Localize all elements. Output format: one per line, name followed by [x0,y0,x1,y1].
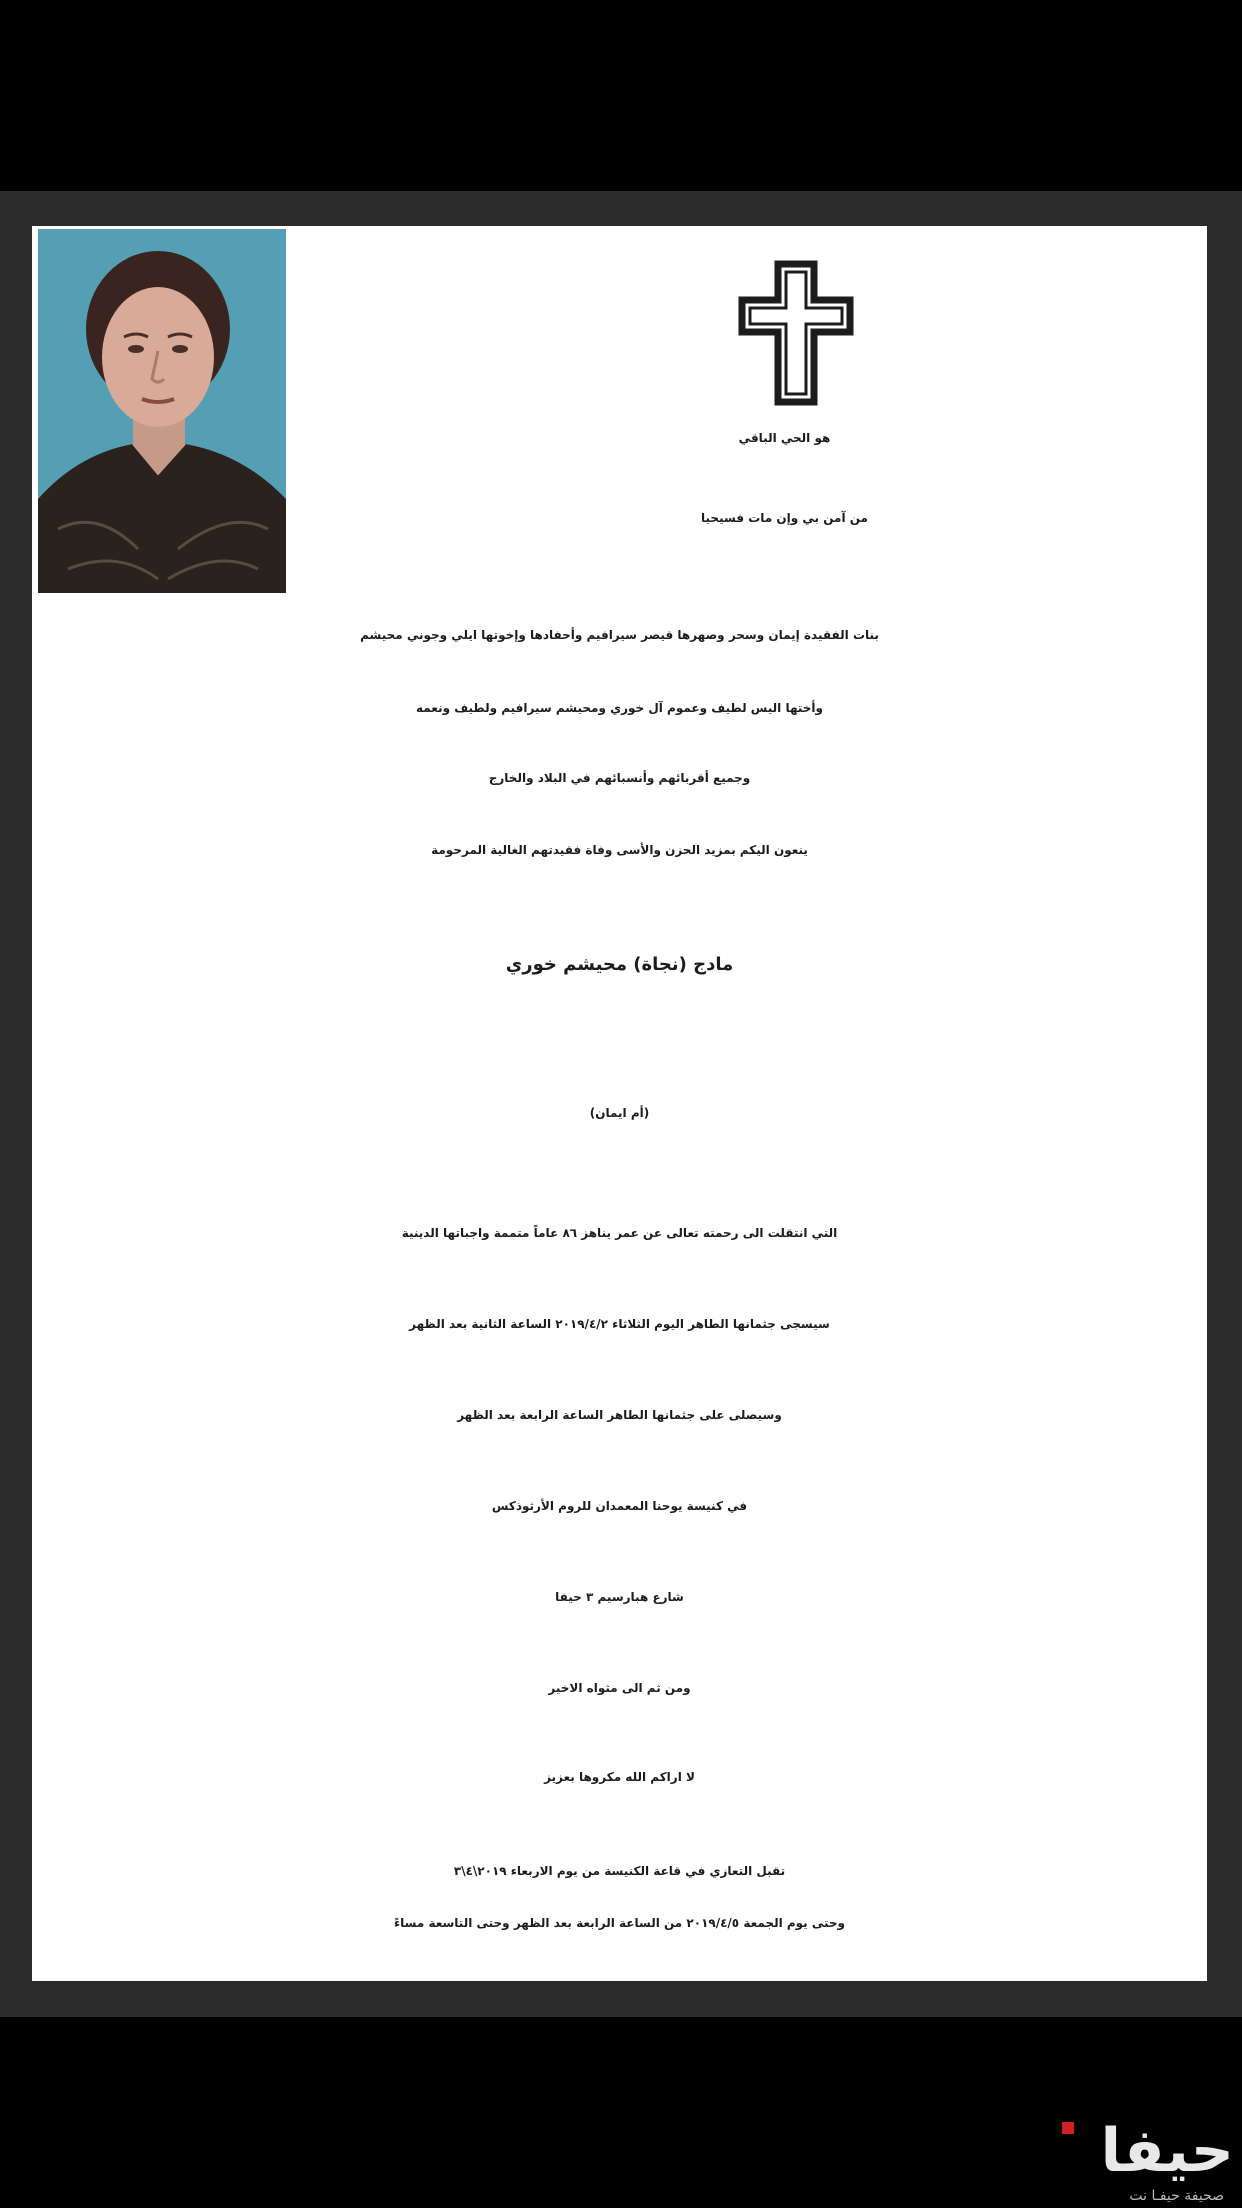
street-line: شارع هبارسيم ٣ حيفا [555,1590,684,1604]
notice-frame [0,191,1242,2017]
age-line: التي انتقلت الى رحمته تعالى عن عمر يناهز ٨٦ عاماً متممة واجباتها الدينية [401,1226,838,1240]
header-title: هو الحي الباقي [738,431,831,445]
deceased-name: مادج (نجاة) محيشم خوري [505,954,734,975]
prayer-line: وسيصلى على جثمانها الطاهر الساعة الرابعة بعد الظهر [457,1408,782,1422]
procession-line: سيسجى جثمانها الطاهر اليوم الثلاثاء ٢٠١٩/٤/٢ الساعة الثانية بعد الظهر [409,1317,830,1331]
family-line-2: وأختها اليس لطيف وعموم آل خوري ومحيشم سيرافيم ولطيف ونعمه [415,701,824,715]
condolences-line-2: وحتى يوم الجمعة ٢٠١٩/٤/٥ من الساعة الرابعة بعد الظهر وحتى التاسعة مساءً [393,1916,846,1930]
cross-icon [738,260,854,406]
blessing-line: لا اراكم الله مكروها بعزيز [544,1770,695,1784]
watermark-logo [1034,2116,1234,2206]
deceased-nickname: (أم ايمان) [589,1106,650,1120]
logo-accent-mark [1062,2122,1074,2134]
announcement-line: ينعون اليكم بمزيد الحزن والأسى وفاة فقيدتهم الغالية المرحومة [431,843,808,857]
family-line-3: وجميع أقربائهم وأنسبائهم في البلاد والخارج [488,771,751,785]
burial-line: ومن ثم الى مثواه الاخير [548,1681,691,1695]
deceased-portrait-photo [38,229,286,593]
portrait-image [38,229,286,593]
family-line-1: بنات الفقيدة إيمان وسحر وصهرها قيصر سيرافيم وأحفادها وإخوتها ايلي وجوني محيشم [360,628,879,642]
church-line: في كنيسة يوحنا المعمدان للروم الأرثوذكس [491,1499,748,1513]
condolences-line-1: تقبل التعازي في قاعة الكنيسة من يوم الاربعاء ٢٠١٩\٤\٣ [453,1864,786,1878]
logo-text: حيفا [1100,2116,1234,2186]
header-verse: من آمن بي وإن مات فسيحيا [701,511,868,525]
obituary-card [32,226,1207,1981]
logo-tagline: صحيفة حيفـا نت [1129,2188,1224,2204]
